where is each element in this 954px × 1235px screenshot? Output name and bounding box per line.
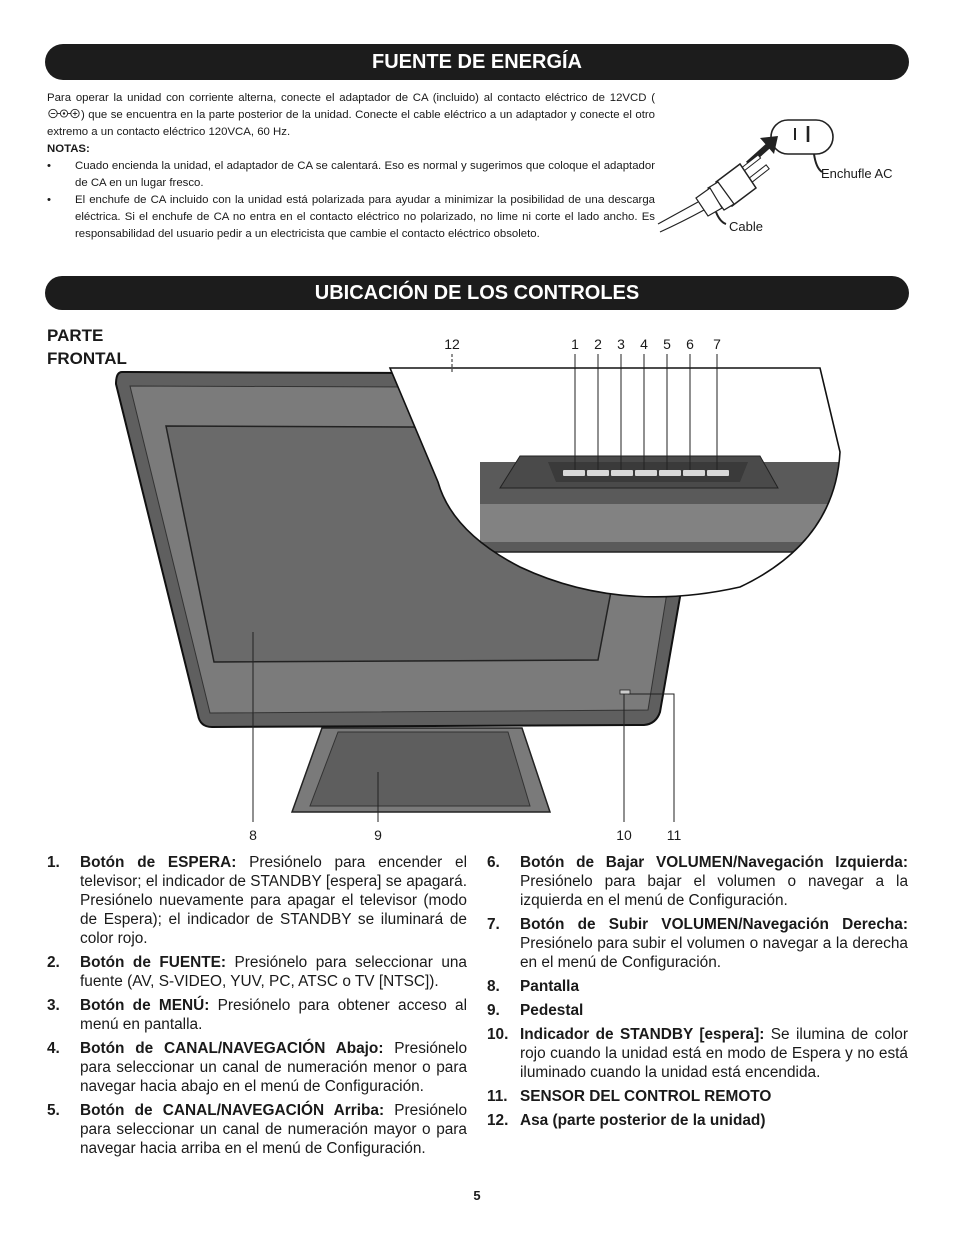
bullet: • — [47, 160, 51, 172]
tv-front-illustration — [100, 332, 860, 852]
list-item: 8. Pantalla — [487, 978, 580, 995]
note-item: • Cuado encienda la unidad, el adaptador de CA se calentará. Eso es normal y sugerimos que coloque el adaptador de CA en un lugar fresco. — [47, 160, 655, 189]
notes-title: NOTAS: — [47, 143, 90, 155]
list-item: 2. Botón de FUENTE: Presiónelo para seleccionar una fuente (AV, S-VIDEO, YUV, PC, ATSC o TV [NTSC]). — [47, 954, 467, 990]
callout-6: 6 — [686, 336, 694, 352]
page-number: 5 — [473, 1188, 481, 1203]
list-item: 12. Asa (parte posterior de la unidad) — [487, 1112, 766, 1129]
callout-7: 7 — [713, 336, 721, 352]
callout-1: 1 — [571, 336, 579, 352]
callout-11: 11 — [666, 827, 682, 843]
note-item: • El enchufe de CA incluido con la unidad está polarizada para ayudar a minimizar la posibilidad de una descarga eléctrica. Si el enchufe de CA no entra en el contacto eléctrico no polarizado, no lime ni corte el lado ancho. Es responsabilidad del usuario pedir a un electricista que cambie el contacto eléctrico obsoleto. — [47, 194, 655, 240]
power-section-text — [47, 90, 655, 243]
controls-list-left — [47, 853, 467, 1163]
callout-2: 2 — [594, 336, 602, 352]
callout-12: 12 — [444, 336, 460, 352]
tv-icon — [100, 332, 860, 852]
list-item: 7. Botón de Subir VOLUMEN/Navegación Derecha: Presiónelo para subir el volumen o navegar a la derecha en el menú de Configuración. — [487, 916, 908, 971]
callout-9: 9 — [374, 827, 382, 843]
power-paragraph: Para operar la unidad con corriente alterna, conecte el adaptador de CA (incluido) al contacto eléctrico de 12VCD () que se encuentra en la parte posterior de la unidad. Conecte el cable eléctrico a un adaptador y conecte el otro extremo a un contacto eléctrico 120VCA, 60 Hz. — [47, 92, 655, 138]
list-item: 10. Indicador de STANDBY [espera]: Se ilumina de color rojo cuando la unidad está en modo de Espera y no está iluminado cuando la unidad está encendida. — [487, 1026, 908, 1081]
outlet-label: Enchufle AC — [821, 166, 893, 181]
callout-10: 10 — [616, 827, 632, 843]
list-item: 1. Botón de ESPERA: Presiónelo para encender el televisor; el indicador de STANDBY [espera] se apagará. Presiónelo nuevamente para apagar el televisor (modo de Espera); el indicador de STANDBY se iluminará de color rojo. — [47, 854, 468, 947]
list-item: 11. SENSOR DEL CONTROL REMOTO — [487, 1088, 772, 1105]
front-view-label: PARTE FRONTAL — [47, 326, 127, 368]
list-item: 4. Botón de CANAL/NAVEGACIÓN Abajo: Presiónelo para seleccionar un canal de numeración menor o para navegar hacia abajo en el menú de Configuración. — [47, 1040, 468, 1095]
section-title-power: FUENTE DE ENERGÍA — [45, 44, 909, 80]
callout-4: 4 — [640, 336, 648, 352]
dc-polarity-icon — [47, 108, 81, 119]
section-title-controls: UBICACIÓN DE LOS CONTROLES — [45, 276, 909, 310]
callout-3: 3 — [617, 336, 625, 352]
ac-plug-illustration — [656, 112, 916, 242]
list-item: 5. Botón de CANAL/NAVEGACIÓN Arriba: Presiónelo para seleccionar un canal de numeración mayor o para navegar hacia arriba en el menú de Configuración. — [47, 1102, 467, 1157]
callout-5: 5 — [663, 336, 671, 352]
list-item: 3. Botón de MENÚ: Presiónelo para obtener acceso al menú en pantalla. — [47, 997, 467, 1033]
list-item: 6. Botón de Bajar VOLUMEN/Navegación Izquierda: Presiónelo para bajar el volumen o navegar a la izquierda en el menú de Configuración. — [487, 854, 908, 909]
list-item: 9. Pedestal — [487, 1002, 584, 1019]
cable-label: Cable — [729, 219, 763, 234]
bullet: • — [47, 194, 51, 206]
controls-list-right — [487, 853, 908, 1135]
callout-8: 8 — [249, 827, 257, 843]
